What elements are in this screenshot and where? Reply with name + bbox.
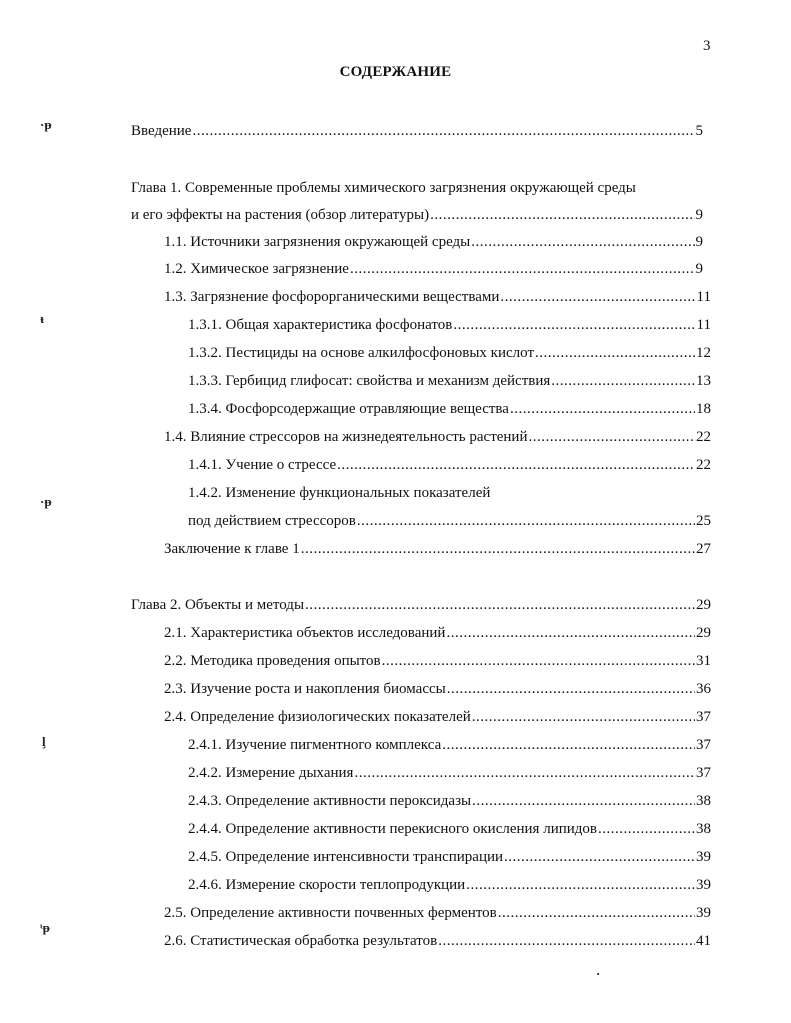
toc-label: 2.4.1. Изучение пигментного комплекса bbox=[188, 737, 442, 753]
toc-page: 25 bbox=[696, 513, 711, 529]
scan-mark: ·ᵽ bbox=[40, 494, 52, 509]
dot-leader bbox=[357, 510, 695, 532]
toc-entry-2-4-5 bbox=[188, 846, 711, 868]
toc-page: 9 bbox=[695, 261, 703, 277]
toc-label: 1.3. Загрязнение фосфорорганическими веществами bbox=[164, 289, 500, 305]
dot-leader bbox=[471, 231, 694, 253]
toc-entry-1-3 bbox=[164, 286, 711, 308]
toc-entry-2-6 bbox=[164, 930, 711, 952]
toc-page: 22 bbox=[696, 457, 711, 473]
toc-entry-2-4-4 bbox=[188, 818, 711, 840]
toc-page: 12 bbox=[696, 345, 711, 361]
toc-entry-1-3-3 bbox=[188, 370, 711, 392]
dot-leader bbox=[504, 846, 695, 868]
toc-chapter-1-line1: Глава 1. Современные проблемы химического загрязнения окружающей среды bbox=[131, 180, 636, 196]
scan-mark: ᶅ bbox=[42, 734, 46, 749]
toc-entry-2-4 bbox=[164, 706, 711, 728]
dot-leader bbox=[466, 874, 695, 896]
dot-leader bbox=[305, 594, 695, 616]
toc-entry-1-4 bbox=[164, 426, 711, 448]
toc-page: 36 bbox=[696, 681, 711, 697]
toc-label: 2.4.3. Определение активности пероксидазы bbox=[188, 793, 472, 809]
toc-entry-1-3-4 bbox=[188, 398, 711, 420]
toc-page: 29 bbox=[696, 597, 711, 613]
toc-label: 2.4.5. Определение интенсивности транспирации bbox=[188, 849, 504, 865]
toc-label: 2.3. Изучение роста и накопления биомассы bbox=[164, 681, 446, 697]
toc-page: 13 bbox=[696, 373, 711, 389]
toc-page: 38 bbox=[696, 821, 711, 837]
toc-entry-2-4-3 bbox=[188, 790, 711, 812]
dot-leader bbox=[438, 930, 695, 952]
scan-mark: ᶥᵽ bbox=[40, 920, 50, 935]
toc-label: 2.4.4. Определение активности перекисного окисления липидов bbox=[188, 821, 597, 837]
dot-leader bbox=[337, 454, 695, 476]
toc-label: 2.4.6. Измерение скорости теплопродукции bbox=[188, 877, 466, 893]
toc-page: 9 bbox=[695, 234, 703, 250]
toc-page: 31 bbox=[696, 653, 711, 669]
dot-leader bbox=[510, 398, 695, 420]
dot-leader bbox=[472, 790, 695, 812]
dot-leader bbox=[453, 314, 695, 336]
toc-label: 1.2. Химическое загрязнение bbox=[164, 261, 349, 277]
toc-page: 22 bbox=[696, 429, 711, 445]
toc-label: 2.2. Методика проведения опытов bbox=[164, 653, 381, 669]
toc-label: 1.3.2. Пестициды на основе алкилфосфоновых кислот bbox=[188, 345, 534, 361]
toc-page: 39 bbox=[696, 849, 711, 865]
toc-label: под действием стрессоров bbox=[188, 513, 356, 529]
toc-label: 2.6. Статистическая обработка результатов bbox=[164, 933, 438, 949]
toc-entry-1-3-1 bbox=[188, 314, 711, 336]
toc-page: 39 bbox=[696, 877, 711, 893]
dot-leader bbox=[192, 120, 694, 142]
toc-entry-intro bbox=[131, 120, 703, 142]
page-title: СОДЕРЖАНИЕ bbox=[339, 64, 452, 80]
toc-entry-2-3 bbox=[164, 678, 711, 700]
dot-leader bbox=[551, 370, 695, 392]
toc-page: 9 bbox=[695, 207, 703, 223]
dot-leader bbox=[442, 734, 695, 756]
toc-page: 29 bbox=[696, 625, 711, 641]
page-number: 3 bbox=[703, 38, 711, 54]
toc-page: 18 bbox=[696, 401, 711, 417]
toc-entry-1-3-2 bbox=[188, 342, 711, 364]
toc-label: и его эффекты на растения (обзор литературы) bbox=[131, 207, 430, 223]
scan-mark: ᵼ bbox=[40, 311, 45, 326]
toc-page: 11 bbox=[696, 317, 711, 333]
toc-label: 1.3.3. Гербицид глифосат: свойства и механизм действия bbox=[188, 373, 551, 389]
toc-label: Глава 2. Объекты и методы bbox=[131, 597, 305, 613]
toc-page: 38 bbox=[696, 793, 711, 809]
toc-page: 27 bbox=[696, 541, 711, 557]
toc-entry-1-4-2 bbox=[188, 510, 711, 532]
toc-entry-2-5 bbox=[164, 902, 711, 924]
dot-leader bbox=[598, 818, 695, 840]
dot-leader bbox=[301, 538, 695, 560]
toc-label: 1.4.1. Учение о стрессе bbox=[188, 457, 337, 473]
toc-label: 1.1. Источники загрязнения окружающей среды bbox=[164, 234, 471, 250]
toc-label: Введение bbox=[131, 123, 192, 139]
dot-leader bbox=[354, 762, 695, 784]
toc-entry-2-1 bbox=[164, 622, 711, 644]
toc-label: 1.3.1. Общая характеристика фосфонатов bbox=[188, 317, 453, 333]
toc-page: 39 bbox=[696, 905, 711, 921]
toc-label: 2.4.2. Измерение дыхания bbox=[188, 765, 354, 781]
dot-leader bbox=[430, 204, 694, 226]
toc-label: 2.5. Определение активности почвенных ферментов bbox=[164, 905, 497, 921]
dot-leader bbox=[447, 678, 695, 700]
toc-label: 1.3.4. Фосфорсодержащие отравляющие вещества bbox=[188, 401, 509, 417]
dot-leader bbox=[500, 286, 695, 308]
toc-entry-2-4-1 bbox=[188, 734, 711, 756]
dot-leader bbox=[498, 902, 695, 924]
scan-mark: ·ᵽ bbox=[40, 117, 52, 132]
toc-page: 5 bbox=[695, 123, 703, 139]
toc-page: 37 bbox=[696, 709, 711, 725]
toc-entry-2-4-6 bbox=[188, 874, 711, 896]
toc-page: 37 bbox=[696, 765, 711, 781]
dot-leader bbox=[446, 622, 695, 644]
dot-leader bbox=[529, 426, 696, 448]
toc-page: 41 bbox=[696, 933, 711, 949]
toc-label: 2.4. Определение физиологических показателей bbox=[164, 709, 471, 725]
toc-entry-2-4-2 bbox=[188, 762, 711, 784]
toc-entry-1-4-2-line1: 1.4.2. Изменение функциональных показателей bbox=[188, 485, 491, 501]
toc-entry-2-2 bbox=[164, 650, 711, 672]
scan-mark: · bbox=[596, 966, 601, 981]
toc-entry-1-1 bbox=[164, 231, 703, 253]
toc-entry-chapter-1-conclusion bbox=[164, 538, 711, 560]
toc-label: Заключение к главе 1 bbox=[164, 541, 300, 557]
toc-entry-1-2 bbox=[164, 258, 703, 280]
toc-entry-chapter-2 bbox=[131, 594, 711, 616]
toc-page: 11 bbox=[696, 289, 711, 305]
dot-leader bbox=[472, 706, 695, 728]
toc-page: 37 bbox=[696, 737, 711, 753]
toc-label: 2.1. Характеристика объектов исследований bbox=[164, 625, 446, 641]
dot-leader bbox=[535, 342, 695, 364]
toc-entry-chapter-1 bbox=[131, 204, 703, 226]
dot-leader bbox=[382, 650, 695, 672]
toc-label: 1.4. Влияние стрессоров на жизнедеятельность растений bbox=[164, 429, 528, 445]
dot-leader bbox=[350, 258, 695, 280]
toc-entry-1-4-1 bbox=[188, 454, 711, 476]
